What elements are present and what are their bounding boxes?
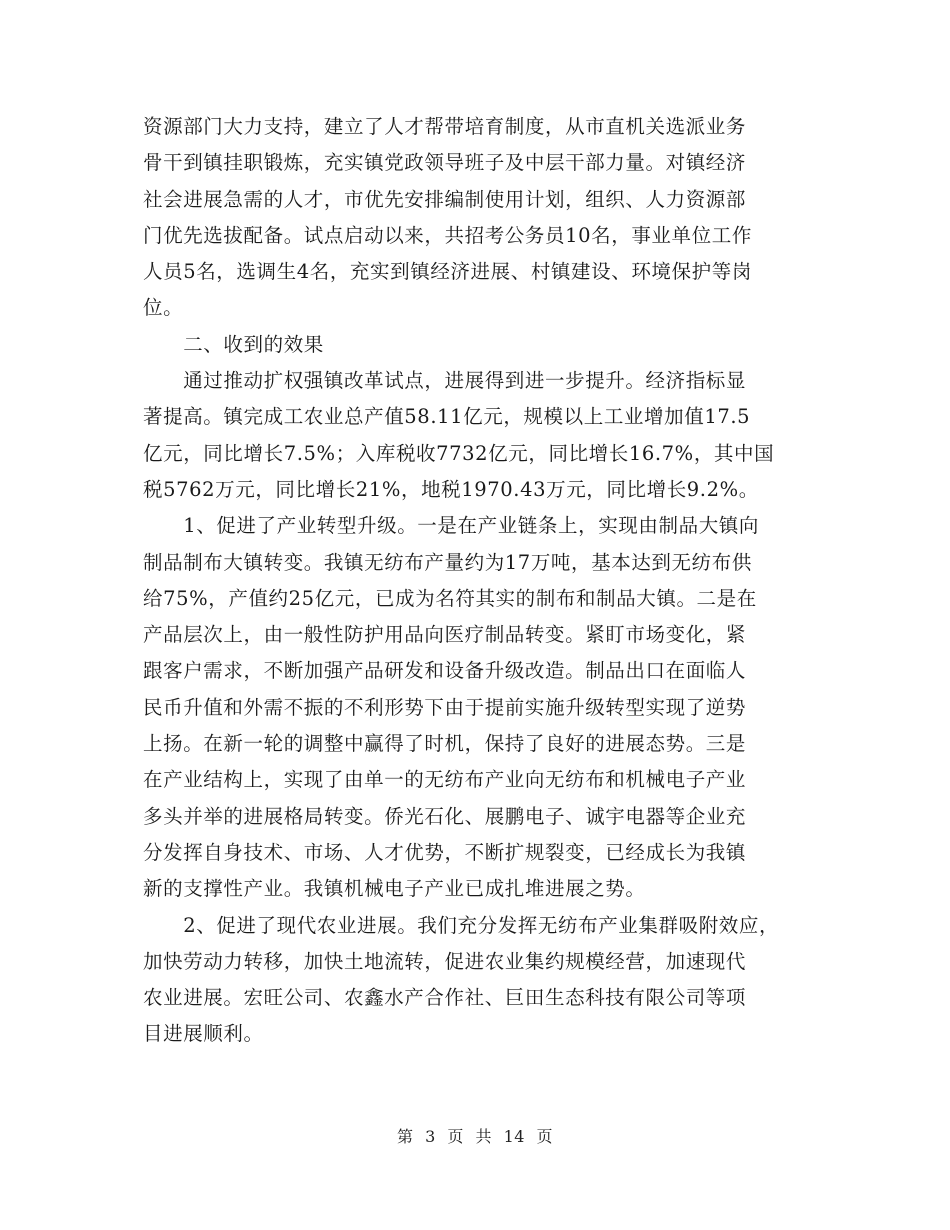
section-heading: 二、收到的效果 bbox=[143, 332, 324, 356]
body-line: 人员5名，选调生4名，充实到镇经济进展、村镇建设、环境保护等岗 bbox=[143, 260, 752, 284]
body-line: 目进展顺利。 bbox=[143, 1022, 264, 1046]
body-line: 亿元，同比增长7.5%；入库税收7732亿元，同比增长16.7%，其中国 bbox=[143, 441, 775, 465]
body-line: 新的支撑性产业。我镇机械电子产业已成扎堆进展之势。 bbox=[143, 877, 646, 901]
body-line: 骨干到镇挂职锻炼，充实镇党政领导班子及中层干部力量。对镇经济 bbox=[143, 151, 747, 175]
body-line: 制品制布大镇转变。我镇无纺布产量约为17万吨，基本达到无纺布供 bbox=[143, 550, 752, 574]
body-line: 加快劳动力转移，加快土地流转，促进农业集约规模经营，加速现代 bbox=[143, 949, 747, 973]
body-line: 跟客户需求，不断加强产品研发和设备升级改造。制品出口在面临人 bbox=[143, 659, 747, 683]
body-line: 分发挥自身技术、市场、人才优势，不断扩规裂变，已经成长为我镇 bbox=[143, 840, 747, 864]
body-line: 门优先选拔配备。试点启动以来，共招考公务员10名，事业单位工作 bbox=[143, 223, 752, 247]
body-line: 上扬。在新一轮的调整中赢得了时机，保持了良好的进展态势。三是 bbox=[143, 732, 747, 756]
body-line: 资源部门大力支持，建立了人才帮带培育制度，从市直机关选派业务 bbox=[143, 115, 747, 138]
body-line: 著提高。镇完成工农业总产值58.11亿元，规模以上工业增加值17.5 bbox=[143, 405, 751, 429]
body-line: 位。 bbox=[143, 296, 184, 320]
body-line: 税5762万元，同比增长21%，地税1970.43万元，同比增长9.2%。 bbox=[143, 477, 759, 501]
document-body bbox=[143, 109, 823, 1053]
body-line: 给75%，产值约25亿元，已成为名符其实的制布和制品大镇。二是在 bbox=[143, 586, 757, 610]
footer-total-label: 共 bbox=[475, 1127, 492, 1146]
footer-page-unit: 页 bbox=[447, 1127, 464, 1146]
body-line: 产品层次上，由一般性防护用品向医疗制品转变。紧盯市场变化，紧 bbox=[143, 623, 747, 647]
body-line: 多头并举的进展格局转变。侨光石化、展鹏电子、诚宇电器等企业充 bbox=[143, 804, 747, 828]
body-line: 2、促进了现代农业进展。我们充分发挥无纺布产业集群吸附效应， bbox=[143, 913, 780, 937]
body-line: 通过推动扩权强镇改革试点，进展得到进一步提升。经济指标显 bbox=[143, 369, 747, 393]
footer-total-unit: 页 bbox=[536, 1127, 554, 1146]
body-line: 农业进展。宏旺公司、农鑫水产合作社、巨田生态科技有限公司等项 bbox=[143, 986, 747, 1010]
body-line: 1、促进了产业转型升级。一是在产业链条上，实现由制品大镇向 bbox=[143, 514, 760, 538]
body-line: 民币升值和外需不振的不利形势下由于提前实施升级转型实现了逆势 bbox=[143, 695, 747, 719]
body-line: 在产业结构上，实现了由单一的无纺布产业向无纺布和机械电子产业 bbox=[143, 768, 747, 792]
footer-page-label: 第 bbox=[396, 1127, 414, 1146]
body-line: 社会进展急需的人才，市优先安排编制使用计划，组织、人力资源部 bbox=[143, 187, 747, 211]
footer-page-current: 3 bbox=[425, 1127, 436, 1146]
footer-page-total: 14 bbox=[503, 1127, 525, 1146]
page-footer bbox=[0, 1124, 950, 1147]
